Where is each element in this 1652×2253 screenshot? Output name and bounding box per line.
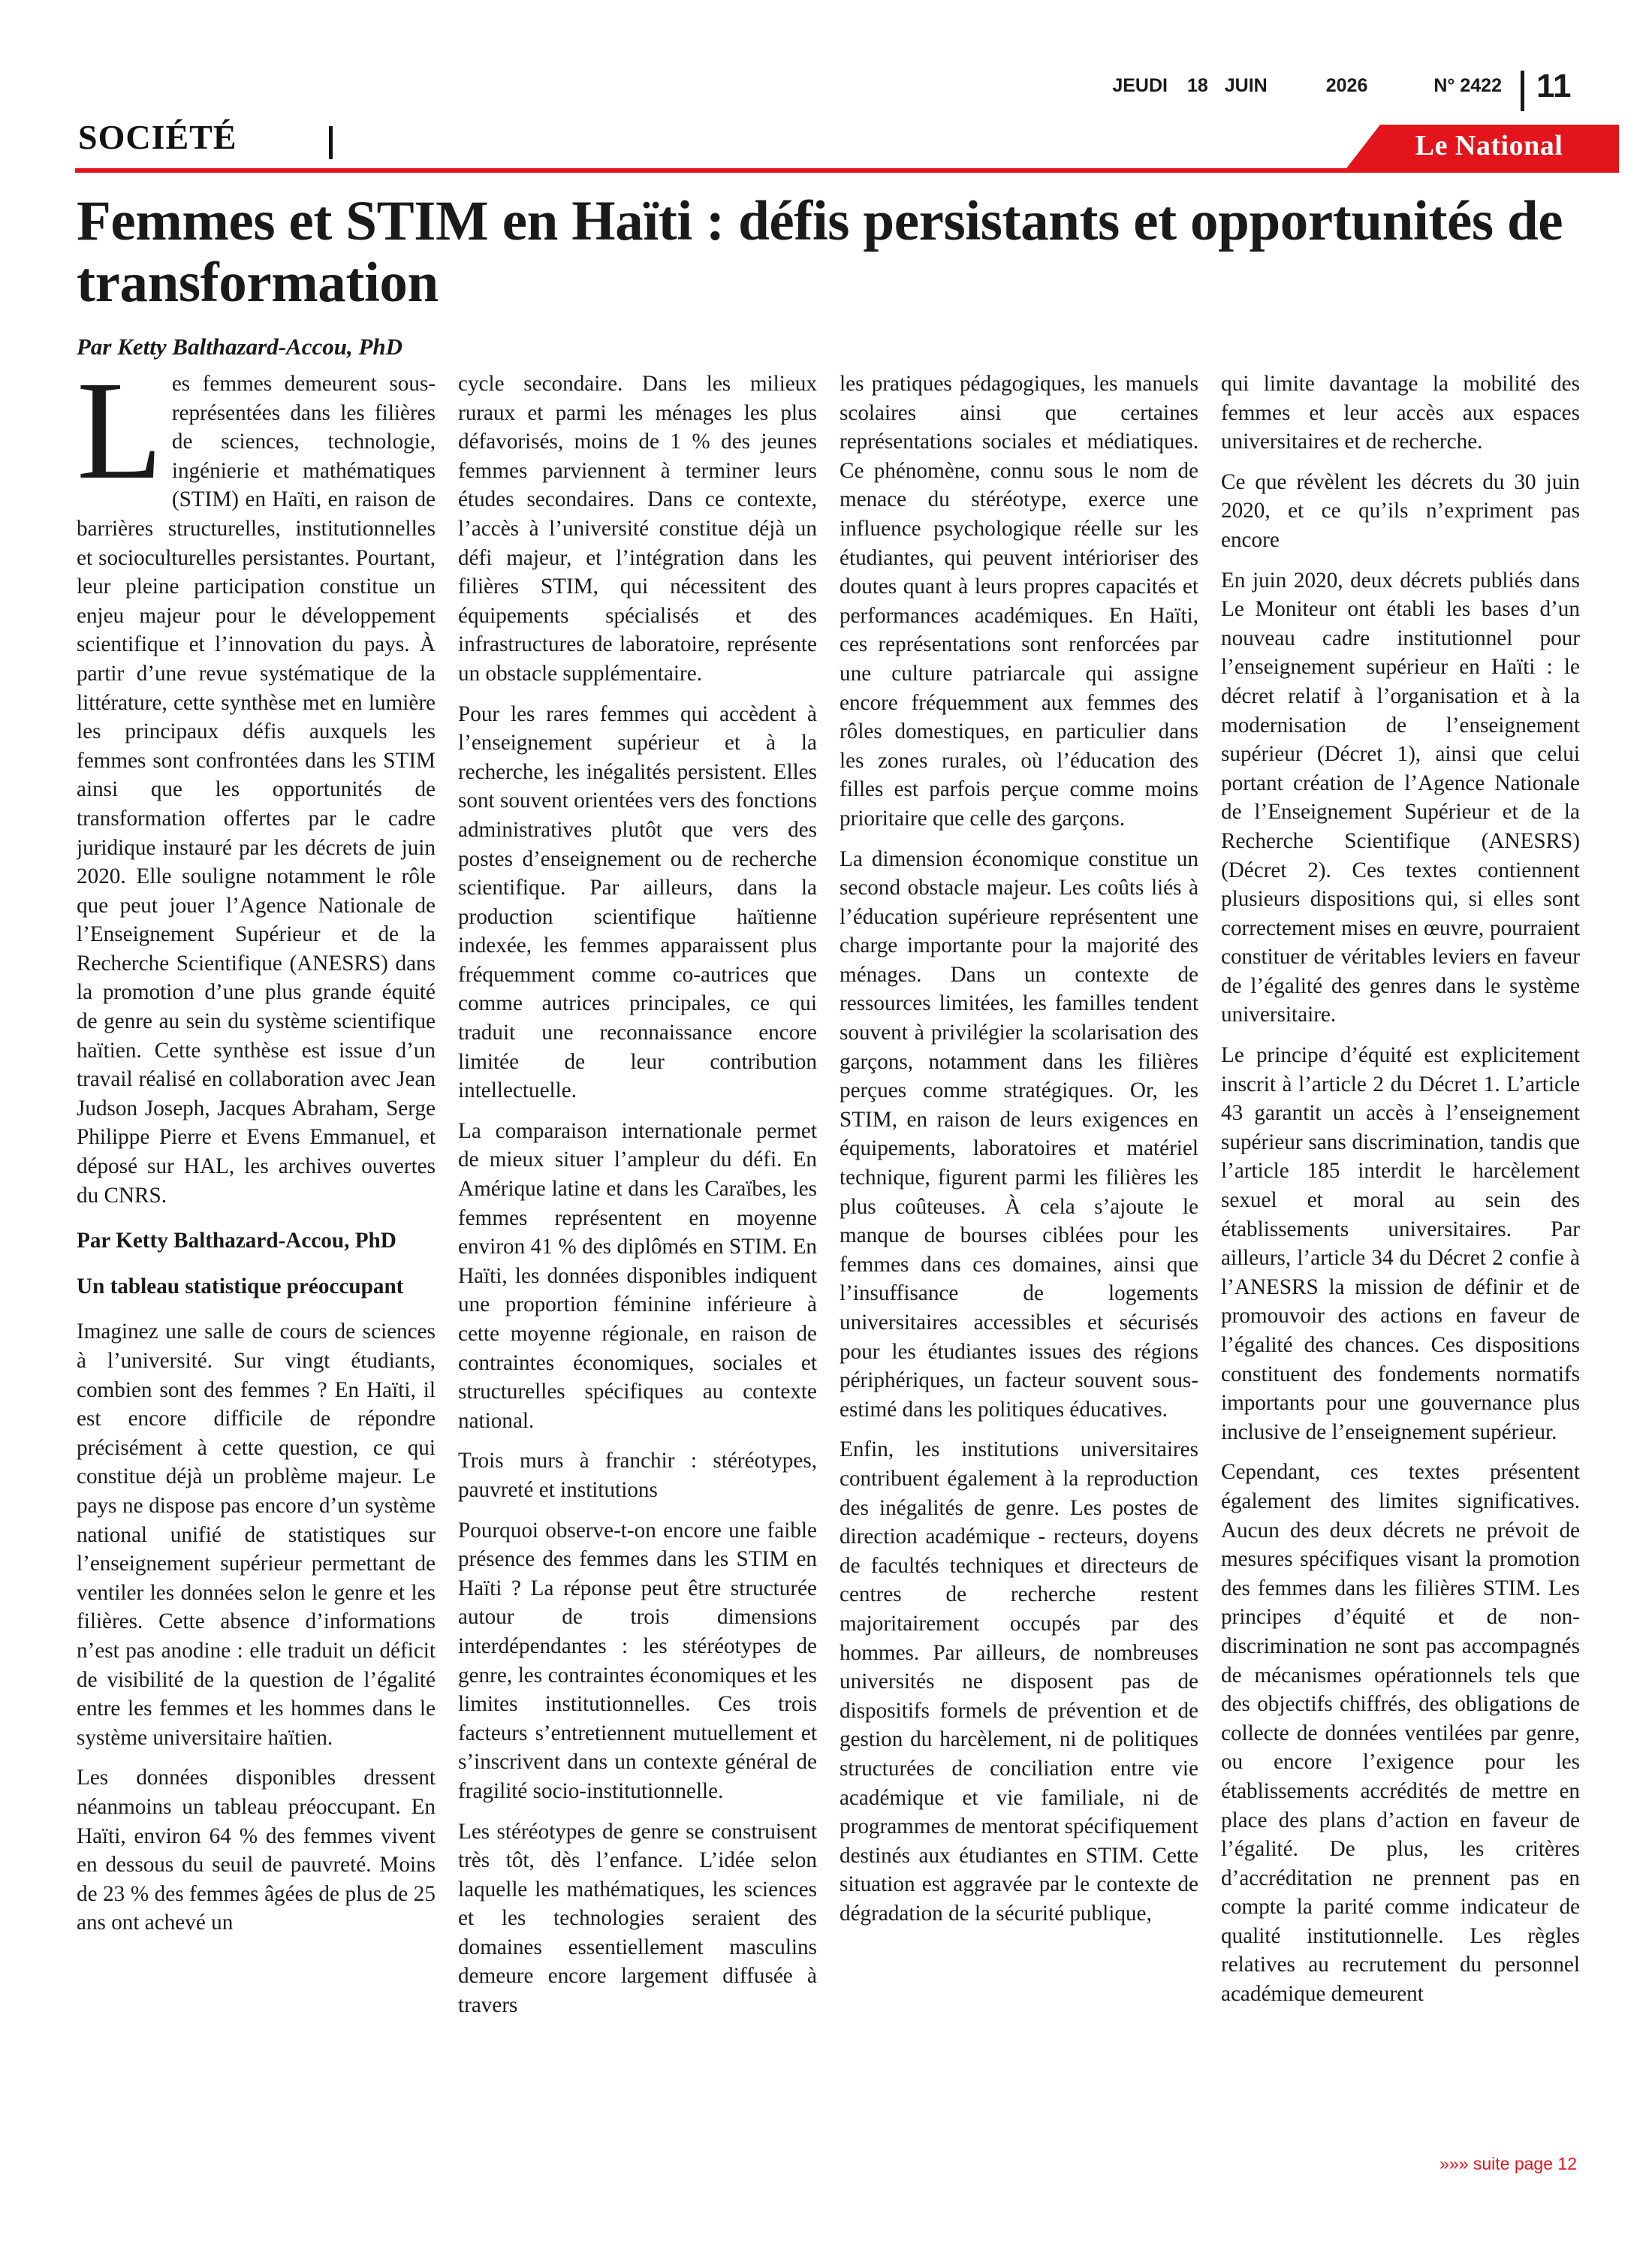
section-divider xyxy=(329,126,333,159)
subheading: Trois murs à franchir : stéréotypes, pauvreté et institutions xyxy=(458,1449,817,1502)
paragraph: les pratiques pédagogiques, les manuels scolaires ainsi que certaines représentations sociales et médiatiques. Ce phénomène, connu sous le nom de menace du stéréotype, exerce une influence psychologique réelle sur les étudiantes, qui peuvent intérioriser des doutes quant à leurs propres capacités et performances académiques. En Haïti, ces représentations sont renforcées par une culture patriarcale qui assigne encore fréquemment aux femmes des rôles domestiques, en particulier dans les zones rurales, où l’éducation des filles est parfois perçue comme moins prioritaire que celle des garçons. xyxy=(840,372,1198,831)
drop-cap: L xyxy=(77,369,163,508)
article-column-4 xyxy=(1221,369,1580,2187)
page-number: 11 xyxy=(1536,68,1572,104)
byline-repeat: Par Ketty Balthazard-Accou, PhD xyxy=(77,1229,396,1253)
paragraph: Le principe d’équité est explicitement inscrit à l’article 2 du Décret 1. L’article 43 garantit un accès à l’enseignement supérieur sans discrimination, tandis que l’article 185 interdit le harcèlement sexuel et moral au sein des établissements universitaires. Par ailleurs, l’article 34 du Décret 2 confie à l’ANESRS la mission de définir et de promouvoir des actions en faveur de l’égalité des chances. Ces dispositions constituent des fondements normatifs importants pour une gouvernance plus inclusive de l’enseignement supérieur. xyxy=(1221,1043,1580,1444)
paragraph: En juin 2020, deux décrets publiés dans Le Moniteur ont établi les bases d’un nouveau cadre institutionnel pour l’enseignement supérieur en Haïti : le décret relatif à l’organisation et à la modernisation de l’enseignement supérieur (Décret 1), ainsi que celui portant création de l’Agence Nationale de l’Enseignement Supérieur et de la Recherche Scientifique (ANESRS) (Décret 2). Ces textes contiennent plusieurs dispositions qui, si elles sont correctement mises en œuvre, pourraient constituer de véritables leviers en faveur de l’égalité des genres dans le système universitaire. xyxy=(1221,568,1580,1027)
subheading: Un tableau statistique préoccupant xyxy=(77,1274,404,1298)
header-red-rule xyxy=(75,168,1619,173)
paragraph: Pourquoi observe-t-on encore une faible présence des femmes dans les STIM en Haïti ? La réponse peut être structurée autour de trois dimensions interdépendantes : les stéréotypes de genre, les contraintes économiques et les limites institutionnelles. Ces trois facteurs s’entretiennent mutuellement et s’inscrivent dans un contexte général de fragilité socio-institutionnelle. xyxy=(458,1518,817,1803)
continuation-link[interactable]: »»» suite page 12 xyxy=(1439,2154,1577,2173)
paragraph: Cependant, ces textes présentent également des limites significatives. Aucun des deux décrets ne prévoit de mesures spécifiques visant la promotion des femmes dans les filières STIM. Les principes d’équité et de non-discrimination ne sont pas accompagnés de mécanismes opérationnels tels que des objectifs chiffrés, des obligations de collecte de données ventilées par genre, ou encore l’exigence pour les établissements accrédités de mettre en place des plans d’action en faveur de l’égalité. De plus, les critères d’accréditation ne prennent pas en compte la parité comme indicateur de qualité institutionnelle. Les règles relatives au recrutement du personnel académique demeurent xyxy=(1221,1460,1580,2007)
page-number-divider xyxy=(1521,71,1524,111)
paragraph: Les stéréotypes de genre se construisent très tôt, dès l’enfance. L’idée selon laquelle les mathématiques, les sciences et les technologies seraient des domaines essentiellement masculins demeure encore largement diffusée à travers xyxy=(458,1819,817,2018)
paragraph: Les données disponibles dressent néanmoins un tableau préoccupant. En Haïti, environ 64 % des femmes vivent en dessous du seuil de pauvreté. Moins de 23 % des femmes âgées de plus de 25 ans ont achevé un xyxy=(77,1766,436,1935)
header-meta xyxy=(1112,75,1502,97)
issue-year: 2026 xyxy=(1325,75,1368,96)
issue-month: JUIN xyxy=(1224,75,1268,96)
article-column-3 xyxy=(840,369,1198,2187)
article-title: Femmes et STIM en Haïti : défis persistants et opportunités de transformation xyxy=(77,190,1563,314)
issue-day: JEUDI xyxy=(1112,75,1168,96)
paragraph: Pour les rares femmes qui accèdent à l’enseignement supérieur et à la recherche, les inégalités persistent. Elles sont souvent orientées vers des fonctions administratives plutôt que vers des postes d’enseignement ou de recherche scientifique. Par ailleurs, dans la production scientifique haïtienne indexée, les femmes apparaissent plus fréquemment comme co-autrices que comme autrices principales, ce qui traduit une reconnaissance encore limitée de leur contribution intellectuelle. xyxy=(458,701,817,1103)
paragraph: La dimension économique constitue un second obstacle majeur. Les coûts liés à l’éducation supérieure représentent une charge importante pour la majorité des ménages. Dans un contexte de ressources limitées, les familles tendent souvent à privilégier la scolarisation des garçons, notamment dans les filières perçues comme stratégiques. Or, les STIM, en raison de leurs exigences en équipements, laboratoires et matériel technique, figurent parmi les filières les plus coûteuses. À cela s’ajoute le manque de bourses ciblées pour les femmes dans ces domaines, ainsi que l’insuffisance de logements universitaires accessibles et sécurisés pour les étudiantes issues des régions périphériques, un facteur souvent sous-estimé dans les politiques éducatives. xyxy=(840,846,1198,1422)
article-column-1 xyxy=(77,369,436,2187)
section-label: SOCIÉTÉ xyxy=(78,118,237,156)
paragraph: La comparaison internationale permet de mieux situer l’ampleur du défi. En Amérique latine et dans les Caraïbes, les femmes représentent en moyenne environ 41 % des diplômés en STIM. En Haïti, les données disponibles indiquent une proportion féminine inférieure à cette moyenne régionale, en raison de contraintes économiques, sociales et structurelles spécifiques au contexte national. xyxy=(458,1118,817,1433)
article-byline: Par Ketty Balthazard-Accou, PhD xyxy=(77,333,403,360)
article-column-2 xyxy=(458,369,817,2187)
newspaper-brand: Le National xyxy=(1415,130,1563,161)
paragraph: qui limite davantage la mobilité des femmes et leur accès aux espaces universitaires et de recherche. xyxy=(1221,372,1580,454)
issue-day-number: 18 xyxy=(1186,75,1208,96)
paragraph: Imaginez une salle de cours de sciences à l’université. Sur vingt étudiants, combien sont des femmes ? En Haïti, il est encore difficile de répondre précisément à cette question, ce qui constitue déjà un problème majeur. Le pays ne dispose pas encore d’un système national unifié de statistiques sur l’enseignement supérieur permettant de ventiler les données selon le genre et les filières. Cette absence d’informations n’est pas anodine : elle traduit un déficit de visibilité de la question de l’égalité entre les femmes et les hommes dans le système universitaire haïtien. xyxy=(77,1320,436,1750)
intro-text: es femmes demeurent sous-représentées dans les filières de sciences, technologie, ingénierie et mathématiques (STIM) en Haïti, en raison de barrières structurelles, institutionnelles et socioculturelles persistantes. Pourtant, leur pleine participation constitue un enjeu majeur pour le développement scientifique et l’innovation du pays. À partir d’une revue systématique de la littérature, cette synthèse met en lumière les principaux défis auxquels les femmes sont confrontées dans les STIM ainsi que les opportunités de transformation offertes par le cadre juridique instauré par les décrets de juin 2020. Elle souligne notamment le rôle que peut jouer l’Agence Nationale de l’Enseignement Supérieur et de la Recherche Scientifique (ANESRS) dans la promotion d’une plus grande équité de genre au sein du système scientifique haïtien. Cette synthèse est issue d’un travail réalisé en collaboration avec Jean Judson Joseph, Jacques Abraham, Serge Philippe Pierre et Evens Emmanuel, et déposé sur HAL, les archives ouvertes du CNRS. xyxy=(77,372,436,1208)
issue-number: N° 2422 xyxy=(1433,75,1502,96)
paragraph: Enfin, les institutions universitaires contribuent également à la reproduction des inégalités de genre. Les postes de direction académique - recteurs, doyens de facultés techniques et directeurs de centres de recherche restent majoritairement occupés par des hommes. Par ailleurs, de nombreuses universités ne disposent pas de dispositifs formels de prévention et de gestion du harcèlement, ni de politiques structurées de conciliation entre vie académique et vie familiale, ni de programmes de mentorat spécifiquement destinés aux étudiantes en STIM. Cette situation est aggravée par le contexte de dégradation de la sécurité publique, xyxy=(840,1437,1198,1926)
subheading: Ce que révèlent les décrets du 30 juin 2020, et ce qu’ils n’expriment pas encore xyxy=(1221,469,1580,552)
intro-paragraph xyxy=(77,369,436,1210)
paragraph: cycle secondaire. Dans les milieux ruraux et parmi les ménages les plus défavorisés, moins de 1 % des jeunes femmes parviennent à terminer leurs études secondaires. Dans ce contexte, l’accès à l’université constitue déjà un défi majeur, et l’intégration dans les filières STIM, qui nécessitent des équipements spécialisés et des infrastructures de laboratoire, représente un obstacle supplémentaire. xyxy=(458,372,817,686)
